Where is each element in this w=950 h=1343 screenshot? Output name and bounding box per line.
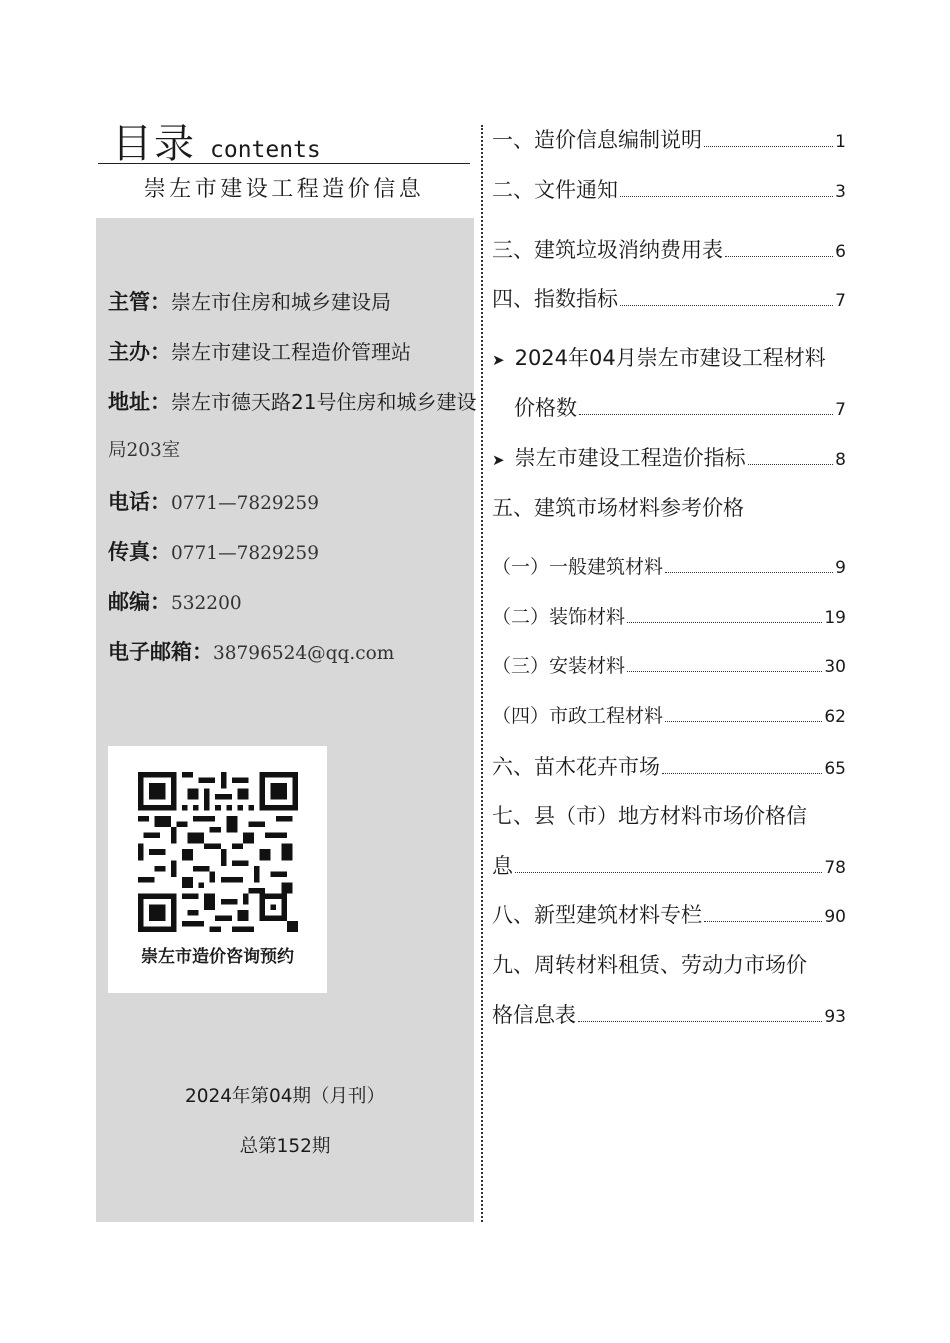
toc-entry-page: 30 [824, 657, 846, 677]
sponsor-line [108, 336, 411, 366]
toc-entry-page: 19 [824, 608, 846, 628]
toc-entry-title: （二）装饰材料 [492, 606, 626, 628]
toc-entry-title: 二、文件通知 [492, 178, 618, 202]
toc-entry-title: （一）一般建筑材料 [492, 556, 664, 578]
toc-entry-title: 四、指数指标 [492, 287, 618, 311]
qr-caption: 崇左市造价咨询预约 [141, 947, 294, 967]
dot-leader [704, 146, 833, 147]
address-label: 地址： [108, 390, 171, 414]
fax-label: 传真： [108, 540, 171, 564]
heading-title-cn: 目录 [112, 121, 196, 167]
dot-leader [665, 721, 822, 722]
fax-value: 0771—7829259 [171, 543, 319, 564]
toc-entry-title: 一、造价信息编制说明 [492, 128, 702, 152]
toc-entry-page: 90 [824, 907, 846, 927]
toc-entry-title-continued: 息 [492, 854, 513, 878]
dot-leader [704, 921, 822, 922]
toc-entry-continuation[interactable] [492, 850, 846, 880]
dot-leader [662, 773, 822, 774]
toc-entry-title: 八、新型建筑材料专栏 [492, 903, 702, 927]
toc-entry[interactable] [492, 899, 846, 929]
qr-card [108, 746, 327, 993]
toc-entry-page: 78 [824, 858, 846, 878]
toc-entry[interactable] [492, 234, 846, 264]
publication-name: 崇左市建设工程造价信息 [143, 177, 425, 202]
toc-entry-page: 7 [835, 291, 846, 311]
dot-leader [627, 622, 822, 623]
dot-leader [515, 872, 822, 873]
dot-leader [627, 671, 822, 672]
heading-rule [98, 163, 470, 164]
toc-entry-title-continued: 格信息表 [492, 1003, 576, 1027]
postcode-value: 532200 [171, 593, 242, 614]
toc-entry-page: 3 [835, 182, 846, 202]
address-value: 崇左市德天路21号住房和城乡建设 [171, 390, 477, 414]
toc-entry-page: 1 [835, 132, 846, 152]
supervisor-line [108, 286, 391, 316]
phone-value: 0771—7829259 [171, 493, 319, 514]
arrowhead-icon: ➤ [492, 451, 505, 469]
toc-entry-page: 6 [835, 242, 846, 262]
supervisor-value: 崇左市住房和城乡建设局 [171, 290, 391, 314]
toc-entry-page: 93 [824, 1007, 846, 1027]
toc-entry-page: 7 [835, 400, 846, 420]
address-line [108, 386, 476, 416]
dot-leader [620, 305, 833, 306]
email-value: 38796524@qq.com [213, 643, 395, 664]
toc-entry[interactable] [492, 283, 846, 313]
toc-entry-title: （三）安装材料 [492, 655, 626, 677]
toc-entry-subitem[interactable] [492, 342, 826, 372]
heading-title-en: contents [210, 137, 321, 163]
toc-entry[interactable] [492, 751, 846, 781]
sponsor-value: 崇左市建设工程造价管理站 [171, 340, 411, 364]
email-line [108, 636, 394, 666]
toc-entry-title[interactable]: 九、周转材料租赁、劳动力市场价 [492, 953, 807, 977]
dot-leader [578, 1021, 822, 1022]
toc-entry[interactable] [492, 552, 846, 579]
toc-entry-title-continued: 价格数 [514, 396, 577, 420]
toc-entry[interactable] [492, 602, 846, 629]
toc-entry-page: 65 [824, 759, 846, 779]
toc-entry-title: 崇左市建设工程造价指标 [514, 446, 746, 470]
postcode-line [108, 586, 242, 616]
toc-entry-continuation[interactable] [492, 999, 846, 1029]
dot-leader [748, 464, 834, 465]
toc-entry-title[interactable]: 七、县（市）地方材料市场价格信 [492, 804, 807, 828]
toc-entry-subitem[interactable] [492, 442, 846, 472]
dot-leader [665, 572, 833, 573]
toc-entry-page: 8 [835, 450, 846, 470]
dot-leader [725, 256, 833, 257]
toc-entry-title: 2024年04月崇左市建设工程材料 [514, 346, 826, 370]
toc-entry[interactable] [492, 174, 846, 204]
phone-label: 电话： [108, 490, 171, 514]
email-label: 电子邮箱： [108, 640, 213, 664]
toc-entry-page: 9 [835, 558, 846, 578]
info-panel [96, 218, 477, 1222]
toc-entry-title: （四）市政工程材料 [492, 705, 664, 727]
toc-entry-title: 六、苗木花卉市场 [492, 755, 660, 779]
address-continuation: 局203室 [108, 440, 181, 461]
dot-leader [579, 414, 833, 415]
supervisor-label: 主管： [108, 290, 171, 314]
toc-section-heading[interactable]: 五、建筑市场材料参考价格 [492, 496, 744, 520]
arrowhead-icon: ➤ [492, 351, 505, 369]
toc-entry[interactable] [492, 701, 846, 728]
phone-line [108, 486, 319, 516]
toc-entry[interactable] [492, 124, 846, 154]
sponsor-label: 主办： [108, 340, 171, 364]
postcode-label: 邮编： [108, 590, 171, 614]
column-divider [481, 125, 483, 1222]
toc-entry-continuation[interactable] [514, 392, 846, 422]
toc-entry[interactable] [492, 651, 846, 678]
total-issue: 总第152期 [239, 1136, 331, 1157]
dot-leader [620, 196, 833, 197]
qr-code-icon[interactable] [138, 772, 298, 932]
fax-line [108, 536, 319, 566]
toc-entry-page: 62 [824, 707, 846, 727]
toc-entry-title: 三、建筑垃圾消纳费用表 [492, 238, 723, 262]
toc-heading [112, 112, 321, 169]
issue-line: 2024年第04期（月刊） [184, 1086, 386, 1107]
